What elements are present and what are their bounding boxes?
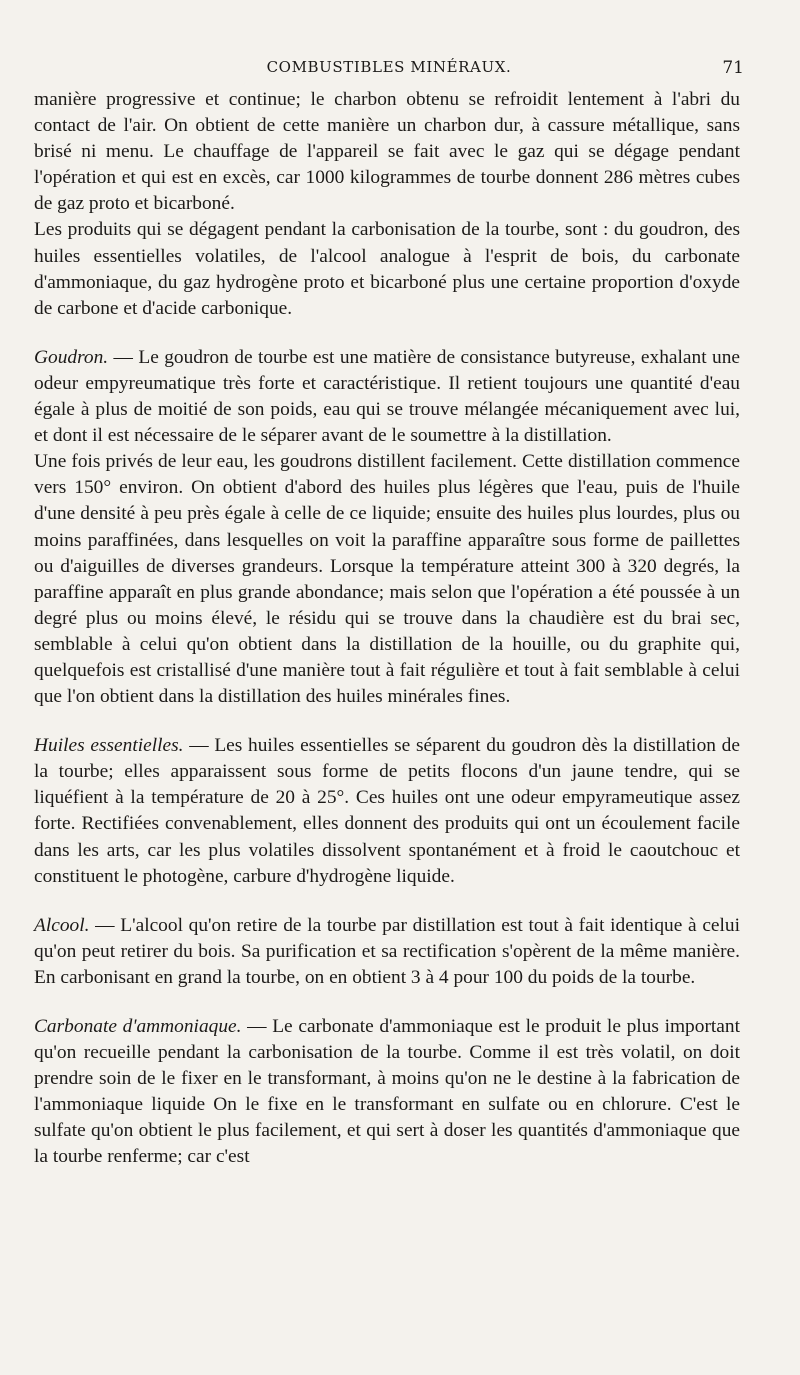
body-text xyxy=(34,87,740,1171)
paragraph-text: — Les huiles essentielles se séparent du goudron dès la distillation de la tourbe; elles apparaissent sous forme de petits flocons d'un jaune tendre, qui se liquéfient à la température de 20 à 25°. Ces huiles ont une odeur empyrameutique assez forte. Rectifiées convenablement, elles donnent des produits qui ont un écoulement facile dans les arts, car les plus volatiles dissolvent spontanément et à froid le caoutchouc et constituent le photogène, carbure d'hydrogène liquide. xyxy=(34,735,740,887)
section-lead-huiles: Huiles essentielles. xyxy=(34,735,184,757)
paragraph-goudron xyxy=(34,345,740,449)
paragraph-produits xyxy=(34,217,740,321)
section-lead-carbonate: Carbonate d'ammoniaque. xyxy=(34,1016,242,1037)
paragraph-text: — Le goudron de tourbe est une matière de consistance butyreuse, exhalant une odeur empyreumatique très forte et caractéristique. Il retient toujours une quantité d'eau égale à plus de moitié de son poids, eau qui se trouve mélangée mécaniquement avec lui, et dont il est nécessaire de le séparer avant de le soumettre à la distillation. xyxy=(34,346,740,447)
paragraph-alcool xyxy=(34,913,740,991)
paragraph-text: manière progressive et continue; le charbon obtenu se refroidit lentement à l'abri du contact de l'air. On obtient de cette manière un charbon dur, à cassure métallique, sans brisé ni menu. Le chauffage de l'appareil se fait avec le gaz qui se dégage pendant l'opération et qui est en excès, car 1000 kilogrammes de tourbe donnent 286 mètres cubes de gaz proto et bicarboné. xyxy=(34,89,740,215)
paragraph-text: — Le carbonate d'ammoniaque est le produit le plus important qu'on recueille pendant la carbonisation de la tourbe. Comme il est très volatil, on doit prendre soin de le fixer en le transformant, à moins qu'on ne le destine à la fabrication de l'ammoniaque liquide On le fixe en le transformant en sulfate ou en chlorure. C'est le sulfate qu'on obtient le plus facilement, et qui sert à doser les quantités d'ammoniaque que la tourbe renferme; car c'est xyxy=(34,1016,740,1168)
paragraph-huiles xyxy=(34,733,740,890)
paragraph-carbonate xyxy=(34,1014,740,1171)
paragraph-text: Une fois privés de leur eau, les goudrons distillent facilement. Cette distillation commence vers 150° environ. On obtient d'abord des huiles plus légères que l'eau, puis de l'huile d'une densité à peu près égale à celle de ce liquide; ensuite des huiles plus lourdes, plus ou moins paraffinées, dans lesquelles on voit la paraffine apparaître sous forme de paillettes ou d'aiguilles de diverses grandeurs. Lorsque la température atteint 300 à 320 degrés, la paraffine apparaît en plus grande abondance; mais selon que l'opération a été poussée à un degré plus ou moins élevé, le résidu qui se trouve dans la chaudière est du brai sec, semblable à celui qu'on obtient dans la distillation de la houille, ou du graphite qui, quelquefois est cristallisé d'une manière tout à fait régulière et tout à fait semblable à celui que l'on obtient dans la distillation des huiles minérales fines. xyxy=(34,451,740,708)
running-title: COMBUSTIBLES MINÉRAUX. xyxy=(266,58,512,76)
section-lead-goudron: Goudron. xyxy=(34,346,109,368)
paragraph-distillation xyxy=(34,449,740,710)
paragraph-text: — L'alcool qu'on retire de la tourbe par distillation est tout à fait identique à celui qu'on peut retirer du bois. Sa purification et sa rectification s'opèrent de la même manière. En carbonisant en grand la tourbe, on en obtient 3 à 4 pour 100 du poids de la tourbe. xyxy=(34,914,740,988)
paragraph-charbon xyxy=(34,87,740,217)
section-lead-alcool: Alcool. xyxy=(34,914,90,936)
running-header xyxy=(34,56,744,82)
page-number: 71 xyxy=(722,58,744,78)
paragraph-text: Les produits qui se dégagent pendant la carbonisation de la tourbe, sont : du goudron, des huiles essentielles volatiles, de l'alcool analogue à l'esprit de bois, du carbonate d'ammoniaque, du gaz hydrogène proto et bicarboné plus une certaine proportion d'oxyde de carbone et d'acide carbonique. xyxy=(34,219,740,319)
